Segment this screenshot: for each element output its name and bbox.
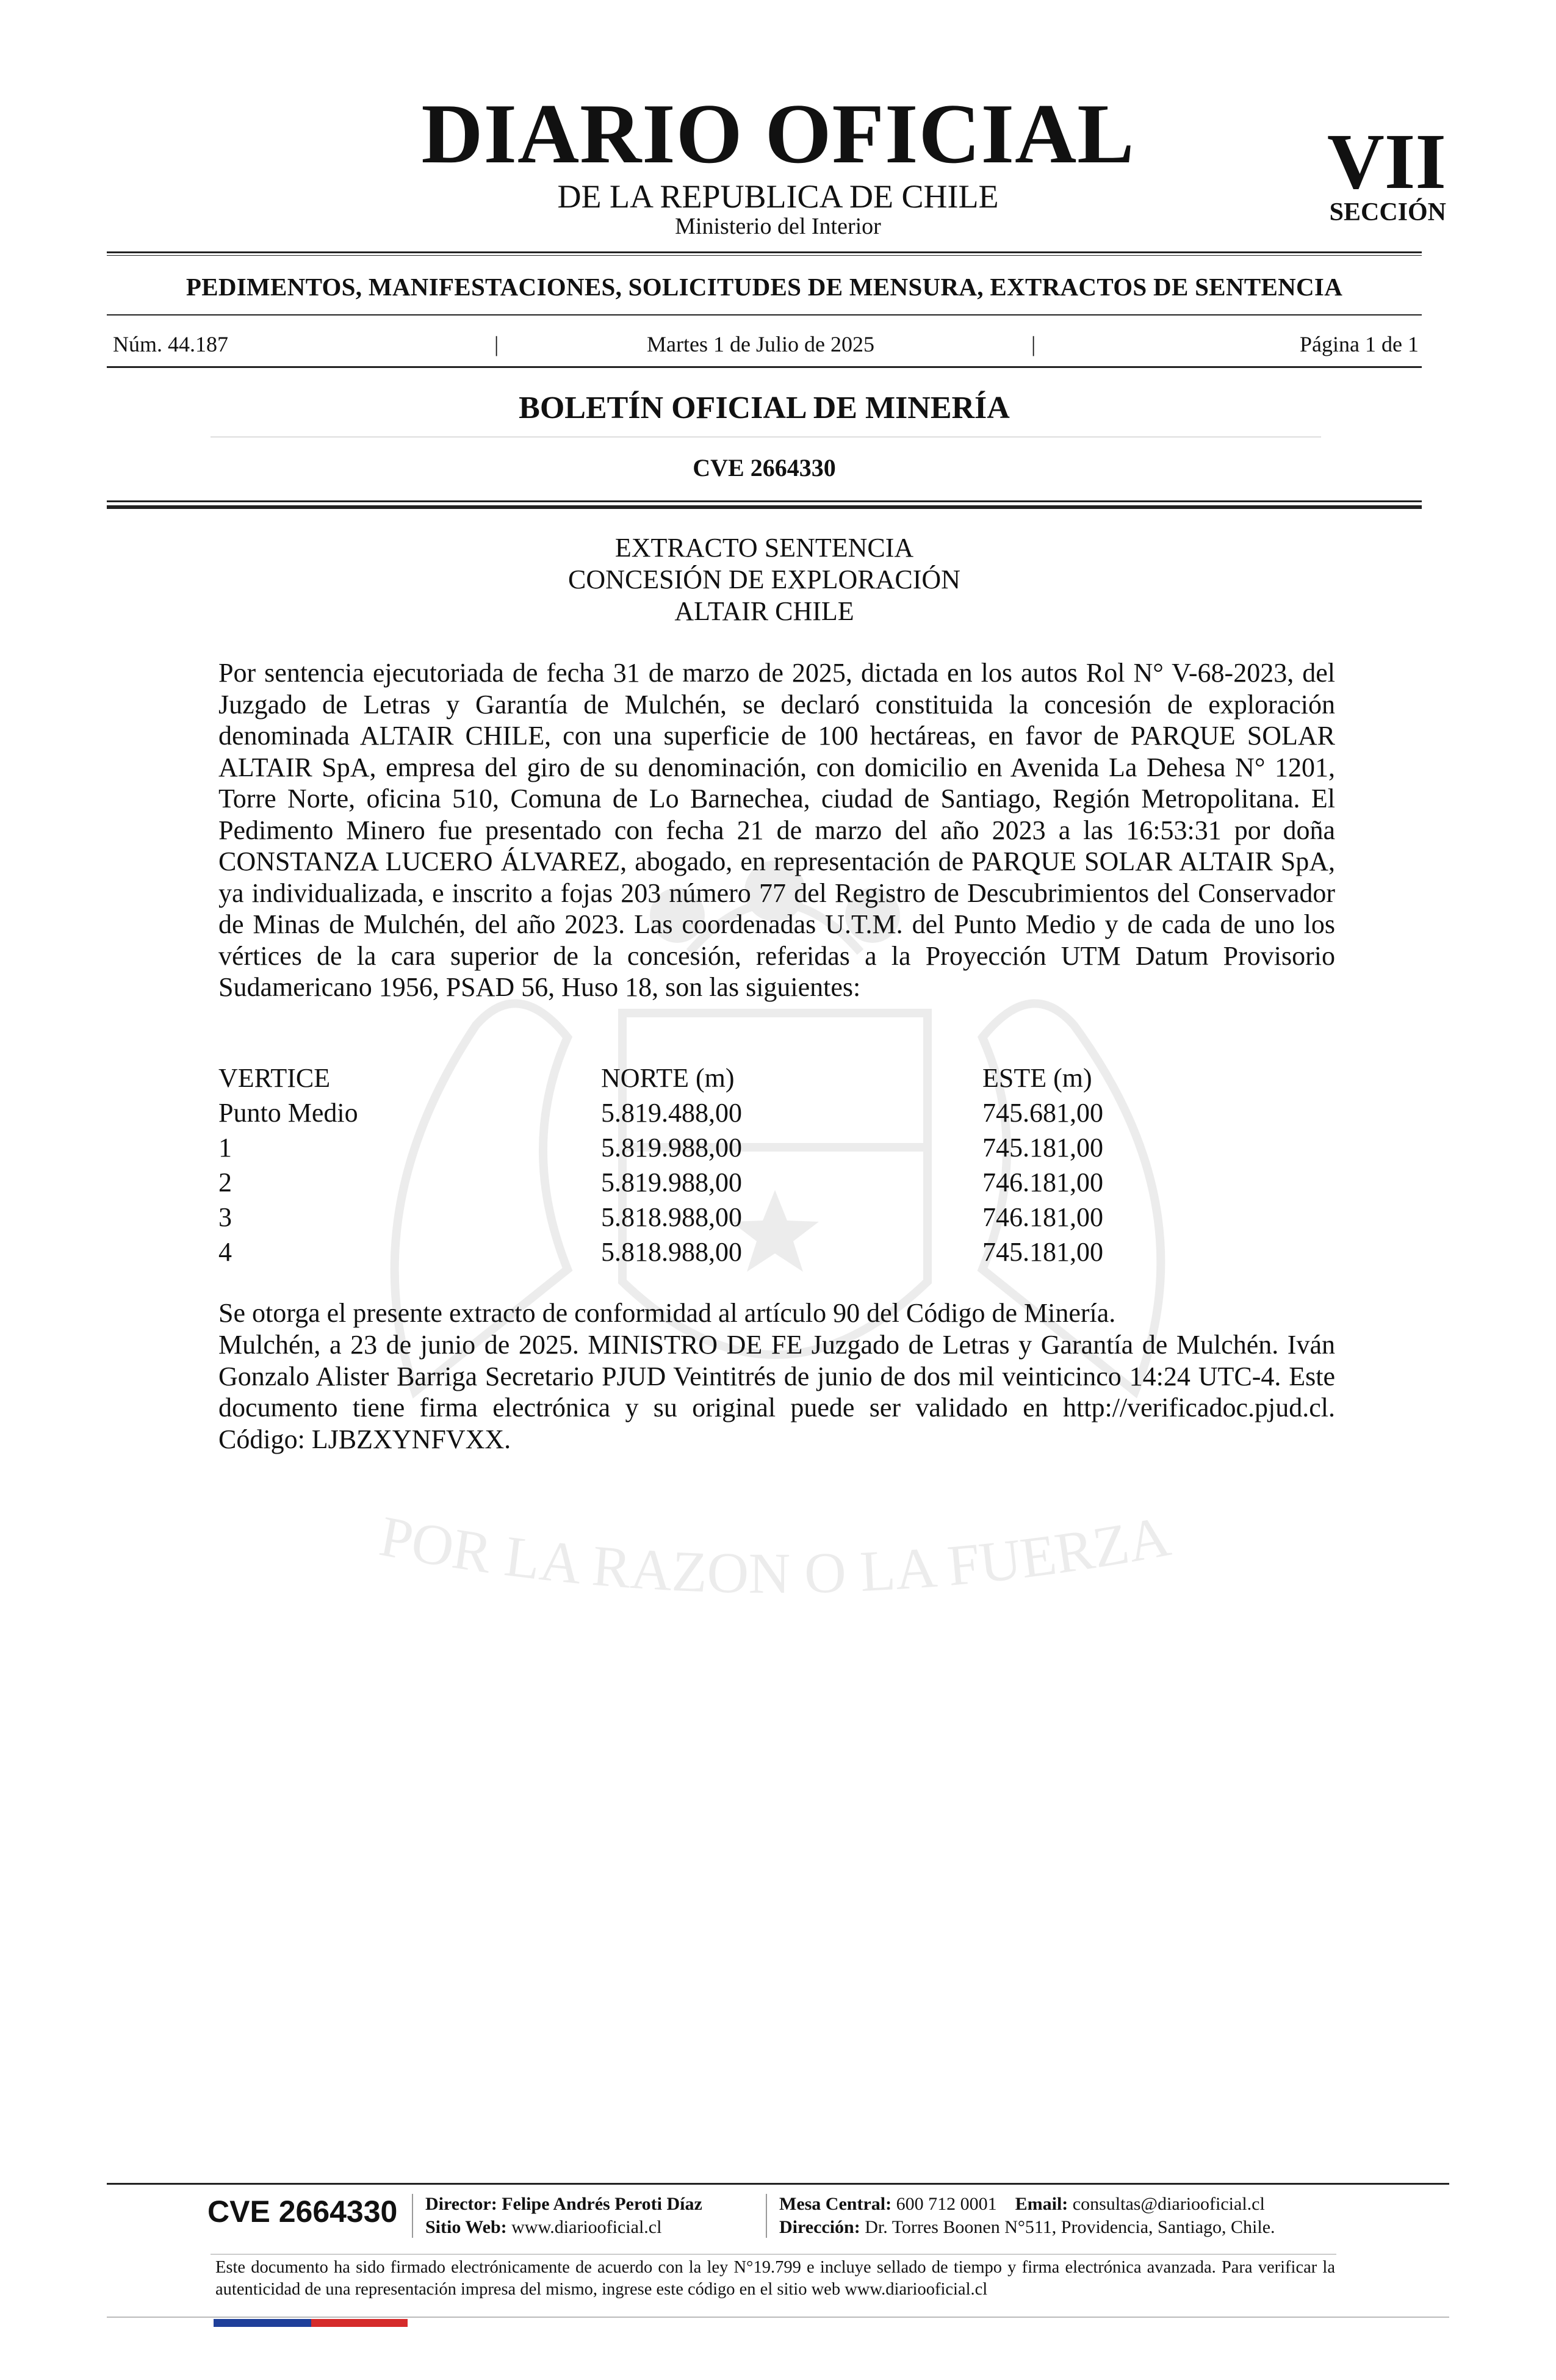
column-header: NORTE (m) <box>601 1063 735 1093</box>
masthead-title: DIARIO OFICIAL <box>421 87 1135 181</box>
footer-contact-block <box>779 2193 1275 2239</box>
section-label: SECCIÓN <box>1329 198 1446 226</box>
address-label: Dirección: <box>779 2217 860 2237</box>
main-paragraph: Por sentencia ejecutoriada de fecha 31 de marzo de 2025, dictada en los autos Rol N° V-68-2023, del Juzgado de Letras y Garantía de Mulchén, se declaró constituida la concesión de exploración denominada ALTAIR CHILE, con una superficie de 100 hectáreas, en favor de PARQUE SOLAR ALTAIR SpA, empresa del giro de su denominación, con domicilio en Avenida La Dehesa N° 1201, Torre Norte, oficina 510, Comuna de Lo Barnechea, ciudad de Santiago, Región Metropolitana. El Pedimento Minero fue presentado con fecha 21 de marzo del año 2023 a las 16:53:31 por doña CONSTANZA LUCERO ÁLVAREZ, abogado, en representación de PARQUE SOLAR ALTAIR SpA, ya individualizada, e inscrito a fojas 203 número 77 del Registro de Descubrimientos del Conservador de Minas de Mulchén, del año 2023. Las coordenadas U.T.M. del Punto Medio y de cada de uno los vértices de la cara superior de la concesión, referidas a la Proyección UTM Datum Provisorio Sudamericano 1956, PSAD 56, Huso 18, son las siguientes: <box>218 658 1335 1002</box>
heading-line: CONCESIÓN DE EXPLORACIÓN <box>568 564 960 594</box>
bulletin-rule <box>211 436 1321 438</box>
phone-label: Mesa Central: <box>779 2194 892 2214</box>
vertex-cell: 2 <box>218 1167 232 1197</box>
east-cell: 745.181,00 <box>982 1133 1103 1163</box>
north-cell: 5.819.988,00 <box>601 1167 742 1197</box>
vertex-cell: 1 <box>218 1133 232 1163</box>
flag-stripe <box>214 2319 408 2327</box>
website-label: Sitio Web: <box>425 2217 507 2237</box>
footer-divider <box>412 2194 413 2238</box>
footer-note: Este documento ha sido firmado electrónicamente de acuerdo con la ley N°19.799 e incluye sellado de tiempo y firma electrónica avanzada. Para verificar la autenticidad de una representación impresa del mismo, ingrese este código en el sitio web www.diariooficial.cl <box>215 2258 1335 2299</box>
watermark-motto: POR LA RAZON O LA FUERZA <box>375 1503 1175 1606</box>
north-cell: 5.819.488,00 <box>601 1098 742 1128</box>
masthead-ministry: Ministerio del Interior <box>675 214 881 239</box>
north-cell: 5.819.988,00 <box>601 1133 742 1163</box>
address-value: Dr. Torres Boonen N°511, Providencia, Santiago, Chile. <box>865 2217 1275 2237</box>
masthead-rule <box>107 251 1422 253</box>
east-cell: 746.181,00 <box>982 1202 1103 1232</box>
footer-bottom-rule <box>107 2317 1449 2318</box>
footer-director-block <box>425 2193 702 2239</box>
east-cell: 745.681,00 <box>982 1098 1103 1128</box>
table-row <box>218 1200 1335 1235</box>
footer-rule <box>107 2183 1449 2185</box>
issue-page: Página 1 de 1 <box>1300 332 1419 356</box>
closing-line: Se otorga el presente extracto de conformidad al artículo 90 del Código de Minería. <box>218 1298 1116 1328</box>
issue-separator: | <box>1031 332 1036 356</box>
table-header-row <box>218 1061 1335 1095</box>
masthead-subtitle: DE LA REPUBLICA DE CHILE <box>557 178 999 215</box>
issue-separator: | <box>494 332 499 356</box>
column-header: VERTICE <box>218 1063 331 1093</box>
vertex-cell: Punto Medio <box>218 1098 358 1128</box>
heading-line: EXTRACTO SENTENCIA <box>614 533 914 563</box>
footer-divider <box>766 2194 767 2238</box>
heading-line: ALTAIR CHILE <box>674 596 854 626</box>
table-row <box>218 1235 1335 1269</box>
cve-rule-thick <box>107 505 1422 509</box>
footer-cve: CVE 2664330 <box>207 2194 398 2229</box>
heading-rule <box>107 314 1422 316</box>
email-link[interactable]: consultas@diariooficial.cl <box>1072 2194 1265 2214</box>
footer-note-rule <box>211 2254 1336 2255</box>
section-number: VII <box>1327 118 1446 206</box>
east-cell: 746.181,00 <box>982 1167 1103 1197</box>
document-heading <box>107 532 1422 627</box>
issue-rule <box>107 366 1422 368</box>
phone-value: 600 712 0001 <box>896 2194 997 2214</box>
north-cell: 5.818.988,00 <box>601 1237 742 1267</box>
director-label: Director: <box>425 2194 497 2214</box>
cve-heading: CVE 2664330 <box>693 454 836 481</box>
vertex-cell: 3 <box>218 1202 232 1232</box>
flag-blue-segment <box>214 2319 311 2327</box>
cve-rule <box>107 500 1422 502</box>
issue-number: Núm. 44.187 <box>113 332 228 356</box>
table-row <box>218 1165 1335 1200</box>
flag-red-segment <box>311 2319 408 2327</box>
coordinates-table <box>218 1061 1335 1269</box>
column-header: ESTE (m) <box>982 1063 1092 1093</box>
director-name: Felipe Andrés Peroti Díaz <box>502 2194 702 2214</box>
email-label: Email: <box>1015 2194 1068 2214</box>
vertex-cell: 4 <box>218 1237 232 1267</box>
table-row <box>218 1095 1335 1130</box>
east-cell: 745.181,00 <box>982 1237 1103 1267</box>
issue-date: Martes 1 de Julio de 2025 <box>647 332 874 356</box>
section-heading: PEDIMENTOS, MANIFESTACIONES, SOLICITUDES DE MENSURA, EXTRACTOS DE SENTENCIA <box>185 273 1343 301</box>
bulletin-title: BOLETÍN OFICIAL DE MINERÍA <box>519 391 1010 425</box>
closing-paragraph: Mulchén, a 23 de junio de 2025. MINISTRO DE FE Juzgado de Letras y Garantía de Mulchén. Iván Gonzalo Alister Barriga Secretario PJUD Veintitrés de junio de dos mil veinticinco 14:24 UTC-4. Este documento tiene firma electrónica y su original puede ser validado en http://verificadoc.pjud.cl. Código: LJBZXYNFVXX. <box>218 1330 1335 1454</box>
north-cell: 5.818.988,00 <box>601 1202 742 1232</box>
table-row <box>218 1130 1335 1165</box>
website-link[interactable]: www.diariooficial.cl <box>511 2217 662 2237</box>
masthead-rule-thin <box>107 255 1422 256</box>
